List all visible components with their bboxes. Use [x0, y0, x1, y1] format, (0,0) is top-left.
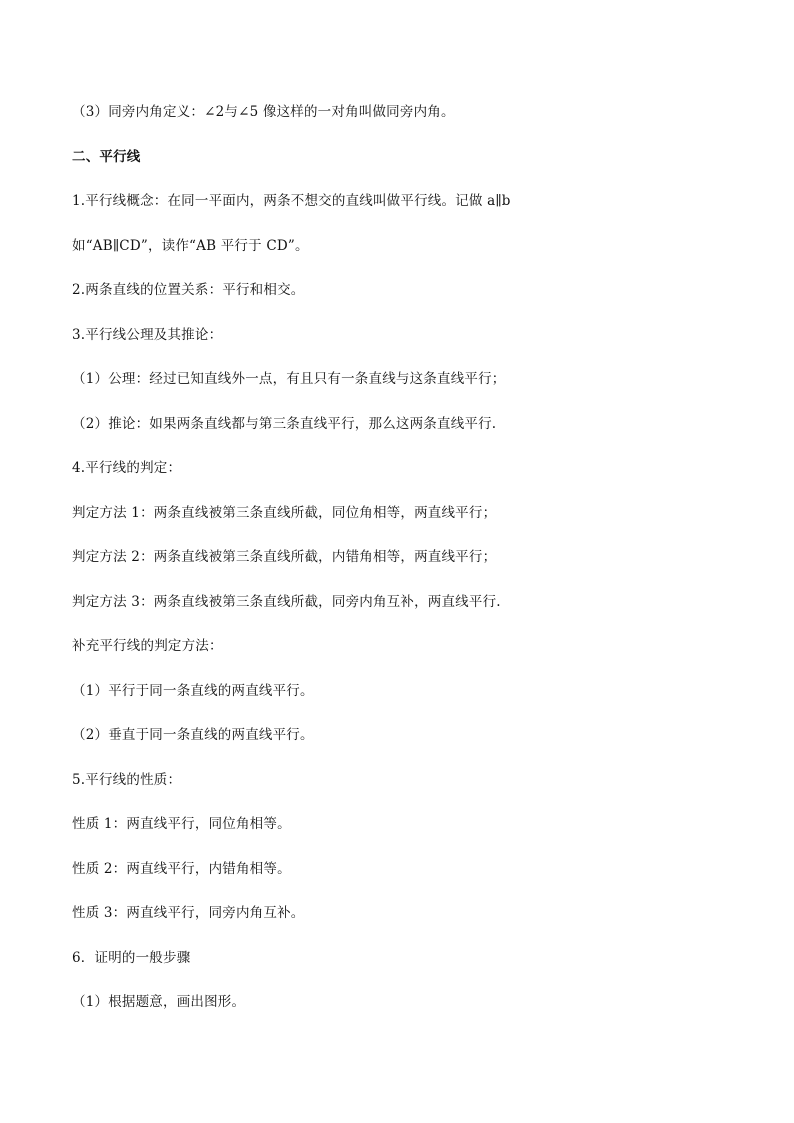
property-3: 性质 3：两直线平行，同旁内角互补。: [72, 905, 305, 921]
property-1: 性质 1：两直线平行，同位角相等。: [72, 816, 291, 832]
supplementary-criteria-heading: 补充平行线的判定方法：: [72, 638, 223, 654]
parallel-axiom-corollary: （2）推论：如果两条直线都与第三条直线平行，那么这两条直线平行.: [72, 416, 497, 432]
line-position-relations: 2.两条直线的位置关系：平行和相交。: [72, 282, 305, 298]
criterion-method-1: 判定方法 1：两条直线被第三条直线所截，同位角相等，两直线平行；: [72, 505, 497, 521]
same-side-interior-angle-definition: （3）同旁内角定义：∠2与∠5 像这样的一对角叫做同旁内角。: [72, 104, 455, 120]
parallel-axiom: （1）公理：经过已知直线外一点，有且只有一条直线与这条直线平行；: [72, 371, 506, 387]
parallel-notation-example: 如“AB∥CD”，读作“AB 平行于 CD”。: [72, 238, 309, 254]
parallel-properties-heading: 5.平行线的性质：: [72, 772, 182, 788]
proof-step-1: （1）根据题意，画出图形。: [72, 994, 246, 1010]
supplementary-criterion-1: （1）平行于同一条直线的两直线平行。: [72, 683, 314, 699]
property-2: 性质 2：两直线平行，内错角相等。: [72, 861, 291, 877]
section-heading-parallel-lines: 二、平行线: [72, 149, 141, 165]
parallel-lines-concept: 1.平行线概念：在同一平面内，两条不想交的直线叫做平行线。记做 a∥b: [72, 193, 511, 209]
parallel-axiom-heading: 3.平行线公理及其推论：: [72, 327, 223, 343]
criterion-method-2: 判定方法 2：两条直线被第三条直线所截，内错角相等，两直线平行；: [72, 549, 497, 565]
parallel-criteria-heading: 4.平行线的判定：: [72, 460, 182, 476]
criterion-method-3: 判定方法 3：两条直线被第三条直线所截，同旁内角互补，两直线平行.: [72, 594, 501, 610]
proof-steps-heading: 6．证明的一般步骤: [72, 950, 191, 966]
supplementary-criterion-2: （2）垂直于同一条直线的两直线平行。: [72, 727, 314, 743]
